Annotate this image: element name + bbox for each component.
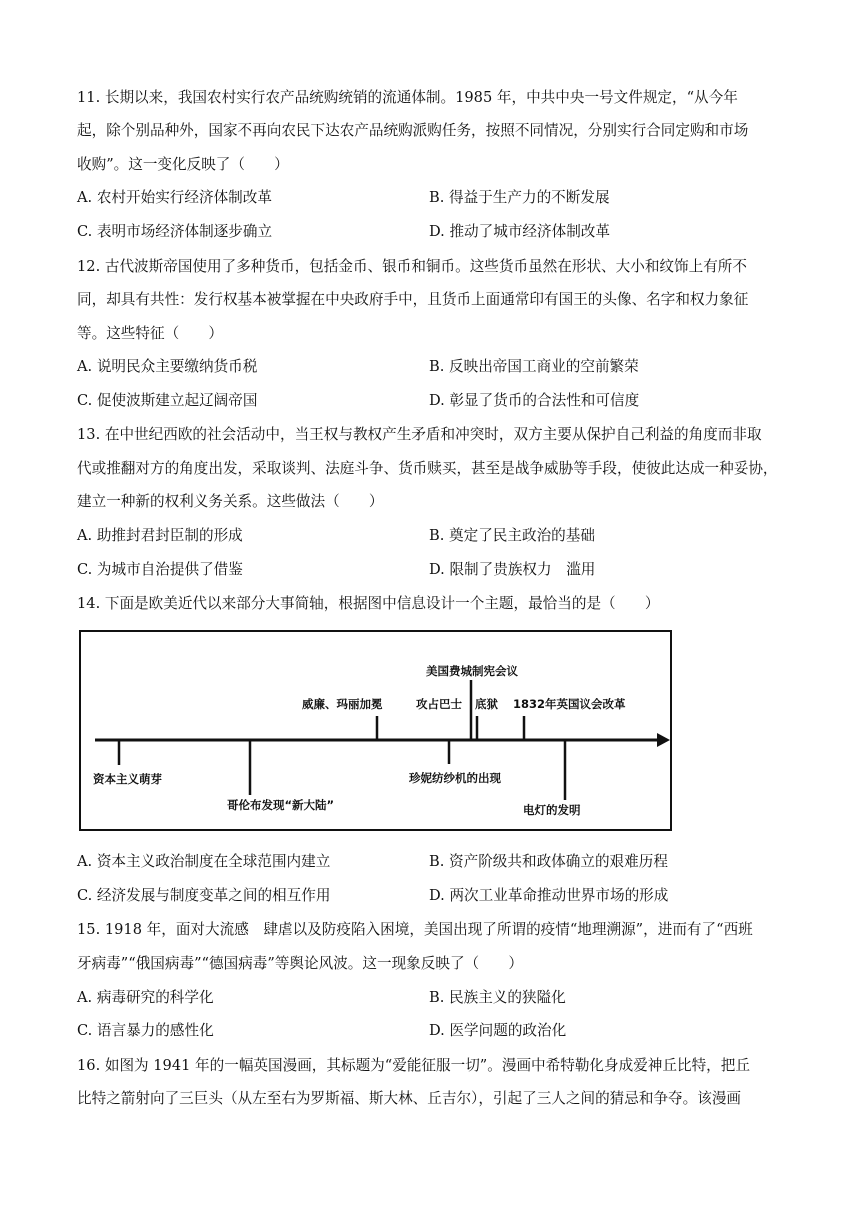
question-stem-line: 13. 在中世纪西欧的社会活动中，当王权与教权产生矛盾和冲突时，双方主要从保护自己利益的角度而非取 [77,426,762,443]
event-label-light-bulb: 电灯的发明 [523,803,581,817]
question-stem-line: 同，却具有共性：发行权基本被掌握在中央政府手中，且货币上面通常印有国王的头像、名字和权力象征 [77,291,749,308]
option-a[interactable]: A. 农村开始实行经济体制改革 [77,189,272,206]
option-c[interactable]: C. 语言暴力的感性化 [77,1022,214,1039]
question-stem-line: 11. 长期以来，我国农村实行农产品统购统销的流通体制。1985 年，中共中央一号文件规定，“从今年 [77,89,738,106]
option-d[interactable]: D. 限制了贵族权力 滥用 [429,561,596,578]
question-stem-line: 建立一种新的权利义务关系。这些做法（ ） [77,493,384,510]
option-a[interactable]: A. 资本主义政治制度在全球范围内建立 [77,853,331,870]
question-stem-line: 牙病毒”“俄国病毒”“德国病毒”等舆论风波。这一现象反映了（ ） [77,955,523,972]
option-a[interactable]: A. 说明民众主要缴纳货币税 [77,358,258,375]
timeline-arrowhead-icon [657,733,670,747]
event-label-jenny: 珍妮纺纱机的出现 [409,771,501,785]
question-stem-line: 收购”。这一变化反映了（ ） [77,156,289,173]
option-b[interactable]: B. 资产阶级共和政体确立的艰难历程 [429,853,668,870]
option-d[interactable]: D. 彰显了货币的合法性和可信度 [429,392,640,409]
option-c[interactable]: C. 为城市自治提供了借鉴 [77,561,243,578]
question-stem-line: 比特之箭射向了三巨头（从左至右为罗斯福、斯大林、丘吉尔），引起了三人之间的猜忌和争夺。该漫画 [77,1090,742,1107]
event-label-capitalism-sprout: 资本主义萌芽 [93,772,162,786]
option-d[interactable]: D. 医学问题的政治化 [429,1022,567,1039]
event-label-philadelphia: 美国费城制宪会议 [426,664,518,678]
option-c[interactable]: C. 表明市场经济体制逐步确立 [77,223,273,240]
question-stem-line: 15. 1918 年，面对大流感 肆虐以及防疫陷入困境，美国出现了所谓的疫情“地理溯源”，进而有了“西班 [77,921,753,938]
question-stem-line: 等。这些特征（ ） [77,325,223,342]
event-label-columbus: 哥伦布发现“新大陆” [227,798,335,812]
question-stem-line: 14. 下面是欧美近代以来部分大事简轴，根据图中信息设计一个主题，最恰当的是（ ） [77,595,660,612]
option-c[interactable]: C. 经济发展与制度变革之间的相互作用 [77,887,331,904]
option-b[interactable]: B. 得益于生产力的不断发展 [429,189,610,206]
option-b[interactable]: B. 反映出帝国工商业的空前繁荣 [429,358,639,375]
event-label-reform-1832: 1832年英国议会改革 [513,697,626,711]
event-label-william-mary: 威廉、玛丽加冕 [302,697,383,711]
event-label-bastille: 攻占巴士 [416,697,462,711]
option-d[interactable]: D. 推动了城市经济体制改革 [429,223,610,240]
timeline-figure [79,630,672,831]
question-stem-line: 12. 古代波斯帝国使用了多种货币，包括金币、银币和铜币。这些货币虽然在形状、大小和纹饰上有所不 [77,258,747,275]
option-a[interactable]: A. 助推封君封臣制的形成 [77,527,243,544]
option-a[interactable]: A. 病毒研究的科学化 [77,989,214,1006]
event-label-prison: 底狱 [475,697,498,711]
option-c[interactable]: C. 促使波斯建立起辽阔帝国 [77,392,258,409]
option-b[interactable]: B. 民族主义的狭隘化 [429,989,566,1006]
option-d[interactable]: D. 两次工业革命推动世界市场的形成 [429,887,669,904]
question-stem-line: 16. 如图为 1941 年的一幅英国漫画，其标题为“爱能征服一切”。漫画中希特勒化身成爱神丘比特，把丘 [77,1057,750,1074]
option-b[interactable]: B. 奠定了民主政治的基础 [429,527,595,544]
question-stem-line: 代或推翻对方的角度出发，采取谈判、法庭斗争、货币赎买，甚至是战争威胁等手段，使彼此达成一种妥协， [77,460,778,477]
timeline-svg [81,632,670,829]
question-stem-line: 起，除个别品种外，国家不再向农民下达农产品统购派购任务，按照不同情况，分别实行合同定购和市场 [77,122,749,139]
